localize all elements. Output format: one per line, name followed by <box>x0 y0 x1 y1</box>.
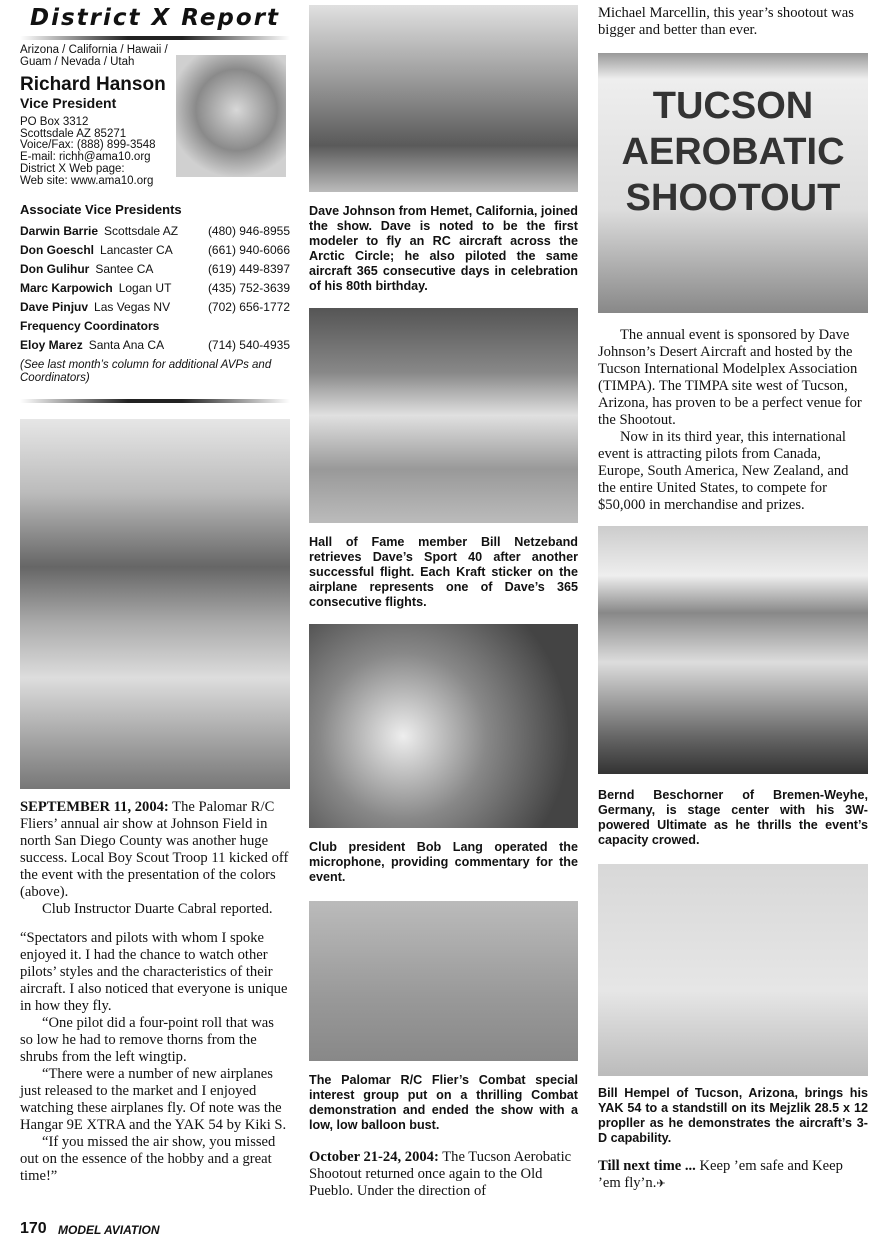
vp-role: Vice President <box>20 95 117 111</box>
vp-portrait <box>176 55 286 177</box>
photo-bob-lang <box>309 624 578 828</box>
avp-name: Don Gulihur <box>20 262 90 276</box>
avp-name: Darwin Barrie <box>20 224 99 238</box>
avp-name: Don Goeschl <box>20 243 95 257</box>
avp-note: (See last month’s column for additional AVPs and Coordinators) <box>20 359 272 384</box>
paragraph: Club Instructor Duarte Cabral reported. <box>42 901 273 917</box>
photo-flag-ceremony <box>20 419 290 789</box>
avp-city: Las Vegas NV <box>94 300 171 314</box>
caption: The Palomar R/C Flier’s Combat special interest group put on a thrilling Combat demonstration and ended the show with a low, low balloon bust. <box>309 1073 578 1132</box>
freq-row <box>20 336 290 355</box>
contact-email[interactable]: E-mail: richh@ama10.org <box>20 151 151 164</box>
paragraph: “If you missed the air show, you missed out on the essence of the hobby and a great time!” <box>20 1134 276 1184</box>
paragraph: “One pilot did a four-point roll that was so low he had to remove thorns from the shrubs from the left wingtip. <box>20 1015 274 1065</box>
avp-phone: (702) 656-1772 <box>207 300 290 314</box>
vp-name: Richard Hanson <box>20 74 166 95</box>
sign-off-lead: Till next time ... <box>598 1158 696 1174</box>
avp-city: Logan UT <box>118 281 172 295</box>
text: The Tucson Aerobatic Shootout returned once again to the Old Pueblo. Under the direction of <box>309 1149 572 1199</box>
photo-bernd-beschorner <box>598 526 868 774</box>
paragraph: “Spectators and pilots with whom I spoke enjoyed it. I had the chance to watch other pilots’ styles and the characteristics of their aircraft. I also noticed that everyone is unique in how they fly. <box>20 930 288 1014</box>
region: Arizona / California / Hawaii / Guam / Nevada / Utah <box>20 44 168 68</box>
photo-bill-hempel <box>598 864 868 1076</box>
avp-city: Scottsdale AZ <box>104 224 179 238</box>
dateline: SEPTEMBER 11, 2004: <box>20 799 169 815</box>
avp-phone: (661) 940-6066 <box>207 243 290 257</box>
avp-row <box>20 260 290 279</box>
text: Keep ’em safe and Keep ’em fly’n. <box>598 1158 843 1191</box>
column-2 <box>309 5 578 1200</box>
col3-top-text: Michael Marcellin, this year’s shootout was bigger and better than ever. <box>598 5 854 38</box>
avp-name: Marc Karpowich <box>20 281 113 295</box>
freq-phone: (714) 540-4935 <box>207 338 290 352</box>
caption: Dave Johnson from Hemet, California, joined the show. Dave is noted to be the first modeler to fly an RC aircraft across the Arctic Circle; he also piloted the same aircraft 365 consecutive days in celebration of his 80th birthday. <box>309 204 578 293</box>
paragraph: Now in its third year, this international event is attracting pilots from Canada, Europe, South America, New Zealand, and the entire United States, to compete for $50,000 in merchandise and prizes. <box>598 429 849 513</box>
avp-name: Dave Pinjuv <box>20 300 89 314</box>
avp-row <box>20 279 290 298</box>
contact-line: District X Web page: <box>20 162 125 175</box>
photo-bill-netzeband <box>309 308 578 523</box>
avp-row <box>20 222 290 241</box>
paragraph <box>598 1158 868 1193</box>
magazine-name: MODEL AVIATION <box>58 1223 160 1237</box>
paragraph <box>309 1149 578 1200</box>
contact-line: Scottsdale AZ 85271 <box>20 127 127 140</box>
contact-line: PO Box 3312 <box>20 116 89 128</box>
avp-city: Santee CA <box>95 262 154 276</box>
airplane-icon: ✈ <box>656 1178 666 1190</box>
col2-article <box>309 1149 578 1200</box>
avp-list <box>20 222 290 355</box>
paragraph <box>20 799 290 901</box>
freq-city: Santa Ana CA <box>88 338 165 352</box>
avp-phone: (435) 752-3639 <box>207 281 290 295</box>
vp-info <box>20 45 174 187</box>
photo-tucson-banner <box>598 53 868 313</box>
paragraph: The annual event is sponsored by Dave Johnson’s Desert Aircraft and hosted by the Tucson International Modelplex Association (TIMPA). The TIMPA site west of Tucson, Arizona, has proven to be a perfect venue for the Shootout. <box>598 327 862 428</box>
col3-article <box>598 327 868 514</box>
caption: Hall of Fame member Bill Netzeband retrieves Dave’s Sport 40 after another successful flight. Each Kraft sticker on the airplane represents one of Dave’s 365 consecutive flights. <box>309 535 578 609</box>
banner-text: TUCSON AEROBATIC SHOOTOUT <box>621 85 845 219</box>
photo-dave-johnson <box>309 5 578 192</box>
avp-heading: Associate Vice Presidents <box>20 202 182 217</box>
avp-phone: (619) 449-8397 <box>207 262 290 276</box>
text: The Palomar R/C Fliers’ annual air show at Johnson Field in north San Diego County was another huge success. Local Boy Scout Troop 11 kicked off the event with the presentation of the colors (above). <box>20 799 289 900</box>
section-rule <box>20 399 290 403</box>
column-title: District X Report <box>30 5 281 31</box>
freq-name: Eloy Marez <box>20 338 83 352</box>
avp-row <box>20 241 290 260</box>
vp-contact <box>20 117 174 187</box>
column-1 <box>20 202 290 1185</box>
page-number: 170 <box>20 1220 47 1237</box>
freq-heading <box>20 317 290 336</box>
title-rule <box>20 36 290 40</box>
caption: Bernd Beschorner of Bremen-Weyhe, Germany, is stage center with his 3W-powered Ultimate as he thrills the event’s capacity crowed. <box>598 788 868 847</box>
contact-line: Voice/Fax: (888) 899-3548 <box>20 139 156 152</box>
avp-phone: (480) 946-8955 <box>207 224 290 238</box>
sign-off <box>598 1158 868 1193</box>
photo-balloon-bust <box>309 901 578 1061</box>
col1-article <box>20 799 290 1185</box>
caption: Bill Hempel of Tucson, Arizona, brings his YAK 54 to a standstill on its Mejzlik 28.5 x 12 propller as he demonstrates the aircraft’s 3-D capability. <box>598 1086 868 1145</box>
paragraph: “There were a number of new airplanes just released to the market and I enjoyed watching these airplanes fly. Of note was the Hangar 9E XTRA and the YAK 54 by Kiki S. <box>20 1066 287 1133</box>
avp-row <box>20 298 290 317</box>
freq-heading-text: Frequency Coordinators <box>20 319 160 333</box>
dateline: October 21-24, 2004: <box>309 1149 439 1165</box>
column-3 <box>598 5 868 1193</box>
contact-website[interactable]: Web site: www.ama10.org <box>20 174 154 187</box>
avp-city: Lancaster CA <box>100 243 173 257</box>
caption: Club president Bob Lang operated the microphone, providing commentary for the event. <box>309 840 578 884</box>
